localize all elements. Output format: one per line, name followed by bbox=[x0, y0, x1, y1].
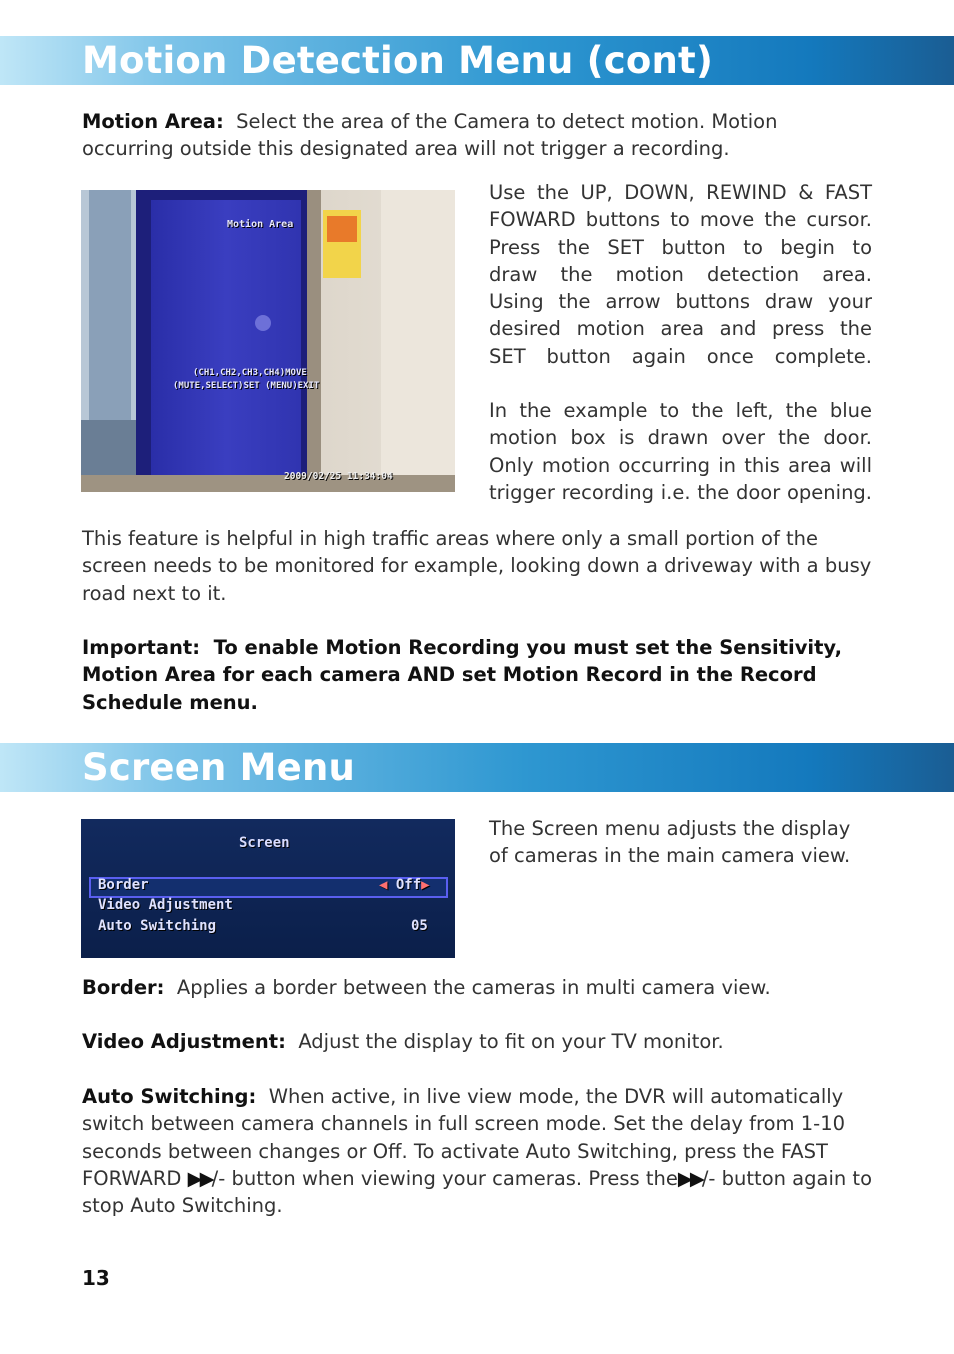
video-adjustment-text: Adjust the display to fit on your TV monitor. bbox=[298, 1030, 724, 1053]
menu-item-auto-label: Auto Switching bbox=[98, 918, 217, 934]
example-line: Only motion occurring in this area will bbox=[489, 453, 872, 477]
fast-forward-icon: ▶▶ bbox=[187, 1166, 212, 1190]
video-adjustment-paragraph bbox=[82, 1028, 872, 1055]
auto-switching-text-2: /- button when viewing your cameras. Press the bbox=[211, 1166, 678, 1190]
section-title: Screen Menu bbox=[82, 746, 356, 789]
border-label: Border: bbox=[82, 976, 165, 999]
screen-intro: The Screen menu adjusts the display of cameras in the main camera view. bbox=[489, 817, 851, 868]
menu-item-border-value-text: Off bbox=[395, 877, 422, 893]
menu-title: Screen bbox=[239, 835, 290, 851]
section-banner-screen bbox=[0, 743, 954, 792]
instruction-line: Use the UP, DOWN, REWIND & FAST bbox=[489, 181, 872, 204]
auto-switching-paragraph bbox=[82, 1083, 872, 1219]
instruction-line: SET button again once complete. bbox=[489, 344, 872, 368]
motion-area-paragraph bbox=[82, 108, 872, 163]
motion-instructions bbox=[489, 179, 872, 370]
example-line: In the example to the left, the blue bbox=[489, 399, 872, 422]
auto-switching-text-1: When active, in live view mode, the DVR will automatically switch between camera channels in full screen mode. Set the delay from 1-10 seconds between changes or Off. To activate Auto Switching, press the FAST FORWARD bbox=[82, 1085, 846, 1190]
arrow-left-icon: ◀ bbox=[379, 877, 388, 893]
menu-item-video-label: Video Adjustment bbox=[98, 897, 233, 913]
instruction-line: desired motion area and press the bbox=[489, 317, 872, 341]
section-title: Motion Detection Menu (cont) bbox=[82, 39, 714, 82]
motion-example bbox=[489, 397, 872, 506]
important-label: Important: bbox=[82, 636, 201, 659]
arrow-right-icon: ▶ bbox=[421, 877, 430, 893]
important-note bbox=[82, 634, 874, 716]
important-text: To enable Motion Recording you must set the Sensitivity, Motion Area for each camera AND set Motion Record in the Record Schedule menu. bbox=[82, 636, 843, 714]
osd-set-line: (MUTE,SELECT)SET (MENU)EXIT bbox=[173, 381, 320, 391]
feature-paragraph: This feature is helpful in high traffic areas where only a small portion of the screen needs to be monitored for example, looking down a driveway with a busy road next to it. bbox=[82, 527, 872, 605]
instruction-line: Using the arrow buttons draw your bbox=[489, 290, 872, 314]
instruction-line: FOWARD buttons to move the cursor. bbox=[489, 208, 872, 232]
instruction-line: draw the motion detection area. bbox=[489, 262, 872, 286]
menu-item-border-label: Border bbox=[98, 877, 149, 893]
auto-switching-text-3: /- button again to stop Auto Switching. bbox=[82, 1166, 873, 1218]
example-line: motion box is drawn over the door. bbox=[489, 426, 872, 450]
example-line: trigger recording i.e. the door opening. bbox=[489, 480, 872, 504]
motion-area-camera-image bbox=[81, 190, 455, 492]
menu-item-auto-value: 05 bbox=[411, 918, 428, 934]
osd-title: Motion Area bbox=[227, 219, 294, 230]
section-banner-motion bbox=[0, 36, 954, 85]
fast-forward-icon: ▶▶ bbox=[677, 1166, 702, 1190]
instruction-line: Press the SET button to begin to bbox=[489, 235, 872, 259]
border-paragraph bbox=[82, 974, 872, 1001]
screen-menu-image bbox=[81, 819, 455, 958]
video-adjustment-label: Video Adjustment: bbox=[82, 1030, 286, 1053]
camera-scene bbox=[81, 190, 455, 492]
page-number: 13 bbox=[82, 1266, 110, 1290]
osd-timestamp: 2009/02/25 11:34:04 bbox=[284, 471, 393, 482]
border-text: Applies a border between the cameras in multi camera view. bbox=[176, 976, 771, 999]
auto-switching-label: Auto Switching: bbox=[82, 1085, 257, 1108]
motion-area-text: Select the area of the Camera to detect motion. Motion occurring outside this designated area will not trigger a recording. bbox=[82, 110, 778, 161]
motion-area-label: Motion Area: bbox=[82, 110, 224, 133]
menu-item-border-value bbox=[379, 877, 430, 893]
osd-move-line: (CH1,CH2,CH3,CH4)MOVE bbox=[193, 368, 307, 378]
